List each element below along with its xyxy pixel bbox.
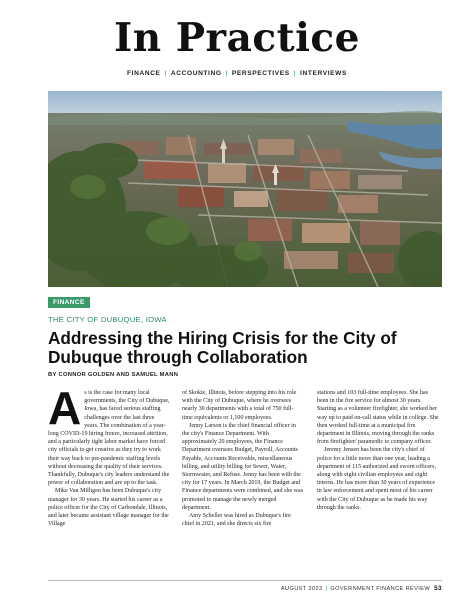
paragraph: Jeremy Jensen has been the city's chief of police for a little more than one year, leading a department of 115 authorized and sworn officers, along with eight civilian employees and eight interns. He has more than 30 years of experience in law enforcement and spent most of his career with the City of Dubuque as he made his way through the ranks. [317, 447, 437, 511]
footer-separator: | [325, 586, 328, 592]
page-footer [281, 585, 442, 592]
nav-separator: | [164, 70, 167, 77]
article-column-3 [317, 389, 439, 512]
nav-separator: | [225, 70, 228, 77]
article-headline: Addressing the Hiring Crisis for the City of Dubuque through Collaboration [48, 328, 397, 367]
aerial-city-photo-icon [48, 91, 442, 287]
article-column-1 [48, 382, 170, 528]
nav-item-interviews[interactable]: INTERVIEWS [300, 70, 347, 77]
paragraph: s is the case for many local governments, the City of Dubuque, Iowa, has faced serious staffing challenges over the last three years. The combination of a year-long COVID-19 hiring freeze, increased attrition, and a particularly tight labor market have forced city officials to get creative as they try to work their way back to pre-pandemic staffing levels without decreasing the quality of their services. Thankfully, Dubuque's city leaders understand the power of collaboration and are up to the task. [48, 390, 170, 487]
page-number: 53 [434, 585, 442, 592]
nav-item-accounting[interactable]: ACCOUNTING [170, 70, 222, 77]
paragraph: Mike Van Milligen has been Dubuque's city manager for 30 years. He started his career as a police officer for the City of Carbondale, Illinois, and later became assistant village manager for the Village [48, 488, 169, 528]
section-nav [0, 70, 474, 77]
footer-publication: GOVERNMENT FINANCE REVIEW [330, 586, 431, 592]
drop-cap: A [48, 382, 82, 434]
paragraph: of Skokie, Illinois, before stepping into his role with the City of Dubuque, where he oversees nearly 30 departments with a total of 750 full-time equivalents or 1,100 employees. [182, 390, 297, 421]
paragraph: Jenny Larson is the chief financial officer in the city's Finance Department. With approximately 20 employees, the Finance Department oversees Budget, Payroll, Accounts Payable, Accounts Receivable, miscellaneous billing, and utility billing for Sewer, Water, Stormwater, and Refuse. Jenny has been with the city for 17 years. In March 2019, the Budget and Finance departments were combined, and she was promoted to manage the newly merged department. [182, 422, 304, 511]
paragraph: stations and 103 full-time employees. She has been in the fire service for almost 30 years. Starting as a volunteer firefighter, she worked her way up to paid on-call status while in college. She then worked full-time at a municipal fire department in Illinois, moving through the ranks from firefighter/ paramedic to company officer. [317, 390, 439, 446]
nav-separator: | [293, 70, 297, 77]
article-byline: BY CONNOR GOLDEN AND SAMUEL MANN [48, 372, 179, 378]
footer-divider [48, 580, 442, 581]
nav-item-finance[interactable]: FINANCE [127, 70, 161, 77]
category-tag[interactable]: FINANCE [48, 297, 90, 308]
footer-date: AUGUST 2023 [280, 586, 323, 592]
paragraph: Amy Scheller was hired as Dubuque's fire chief in 2021, and she directs six fire [182, 513, 291, 528]
masthead-title: In Practice [114, 15, 360, 61]
article-kicker: THE CITY OF DUBUQUE, IOWA [48, 315, 167, 324]
article-column-2 [182, 389, 304, 528]
nav-item-perspectives[interactable]: PERSPECTIVES [231, 70, 290, 77]
